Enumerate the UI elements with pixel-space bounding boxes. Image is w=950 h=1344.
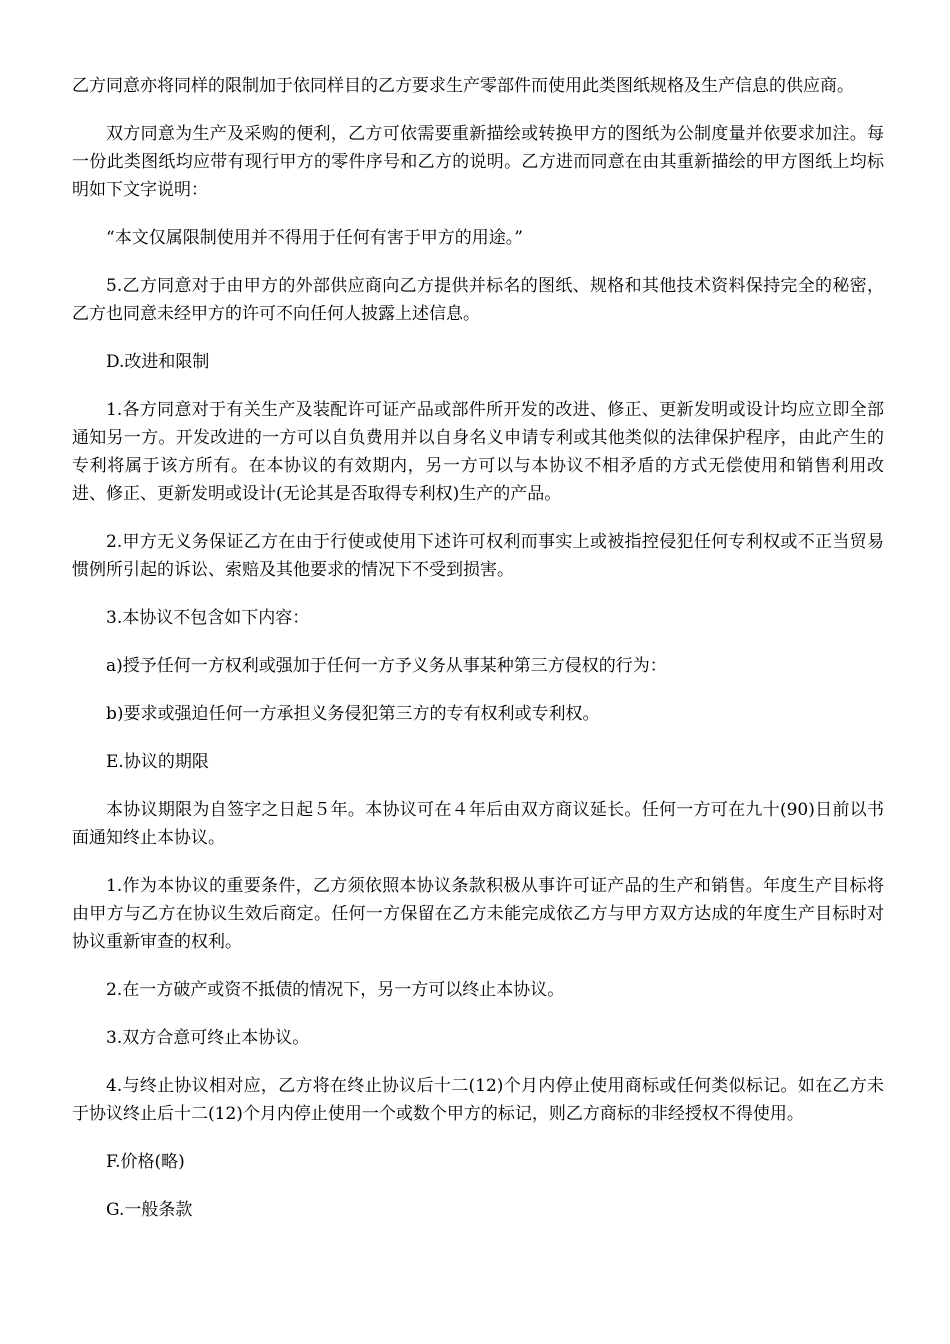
paragraph-clause-5-confidentiality: 5.乙方同意对于由甲方的外部供应商向乙方提供并标名的图纸、规格和其他技术资料保持完全的秘密，乙方也同意未经甲方的许可不向任何人披露上述信息。 — [72, 276, 884, 324]
paragraph-d3b: b)要求或强迫任何一方承担义务侵犯第三方的专有权利或专利权。 — [106, 704, 600, 724]
paragraph-e2-bankruptcy: 2.在一方破产或资不抵债的情况下，另一方可以终止本协议。 — [106, 980, 565, 1000]
paragraph-quoted-notice: “本文仅属限制使用并不得用于任何有害于甲方的用途。” — [106, 228, 523, 248]
section-heading-d: D.改进和限制 — [106, 352, 210, 372]
paragraph-e4-trademark-cessation: 4.与终止协议相对应，乙方将在终止协议后十二(12)个月内停止使用商标或任何类似标记。如在乙方未于协议终止后十二(12)个月内停止使用一个或数个甲方的标记，则乙方商标的非经授权不得使用。 — [72, 1076, 884, 1124]
paragraph-e3-mutual-termination: 3.双方合意可终止本协议。 — [106, 1028, 310, 1048]
paragraph-drawing-conversion: 双方同意为生产及采购的便利，乙方可依需要重新描绘或转换甲方的图纸为公制度量并依要求加注。每一份此类图纸均应带有现行甲方的零件序号和乙方的说明。乙方进而同意在由其重新描绘的甲方图纸上均标明如下文字说明： — [72, 124, 884, 200]
paragraph-e1-production-targets: 1.作为本协议的重要条件，乙方须依照本协议条款积极从事许可证产品的生产和销售。年度生产目标将由甲方与乙方在协议生效后商定。任何一方保留在乙方未能完成依乙方与甲方双方达成的年度生产目标时对协议重新审查的权利。 — [72, 876, 884, 952]
paragraph-d1-improvements: 1.各方同意对于有关生产及装配许可证产品或部件所开发的改进、修正、更新发明或设计均应立即全部通知另一方。开发改进的一方可以自负费用并以自身名义申请专利或其他类似的法律保护程序，由此产生的专利将属于该方所有。在本协议的有效期内，另一方可以与本协议不相矛盾的方式无偿使用和销售利用改进、修正、更新发明或设计(无论其是否取得专利权)生产的产品。 — [72, 400, 884, 504]
paragraph-d3a: a)授予任何一方权利或强加于任何一方予义务从事某种第三方侵权的行为： — [106, 656, 667, 676]
document-page — [72, 72, 884, 1244]
paragraph-supplier-restriction: 乙方同意亦将同样的限制加于依同样目的乙方要求生产零部件而使用此类图纸规格及生产信息的供应商。 — [72, 76, 854, 96]
section-heading-e: E.协议的期限 — [106, 752, 209, 772]
paragraph-d3-exclusions: 3.本协议不包含如下内容： — [106, 608, 310, 628]
paragraph-e-term: 本协议期限为自签字之日起５年。本协议可在４年后由双方商议延长。任何一方可在九十(90)日前以书面通知终止本协议。 — [72, 800, 884, 848]
paragraph-d2-no-guarantee: 2.甲方无义务保证乙方在由于行使或使用下述许可权利而事实上或被指控侵犯任何专利权或不正当贸易惯例所引起的诉讼、索赔及其他要求的情况下不受到损害。 — [72, 532, 884, 580]
section-heading-f: F.价格(略) — [106, 1152, 185, 1172]
section-heading-g: G.一般条款 — [106, 1200, 193, 1220]
